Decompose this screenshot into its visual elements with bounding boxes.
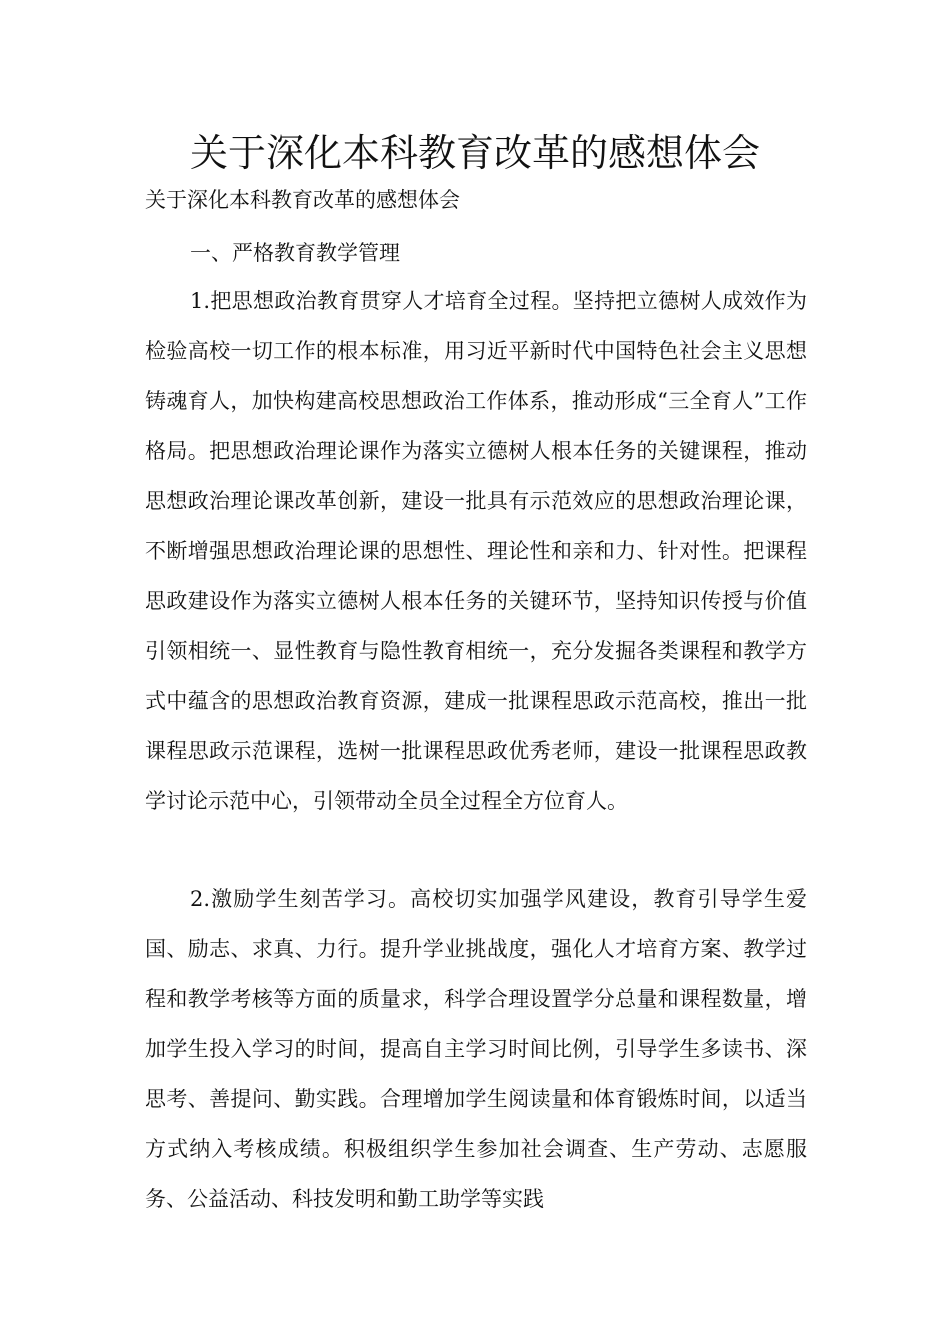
body-paragraph-2: 2.激励学生刻苦学习。高校切实加强学风建设，教育引导学生爱国、励志、求真、力行。提升学业挑战度，强化人才培育方案、教学过程和教学考核等方面的质量求，科学合理设置学分总量和课程数量，增加学生投入学习的时间，提高自主学习时间比例，引导学生多读书、深思考、善提问、勤实践。合理增加学生阅读量和体育锻炼时间，以适当方式纳入考核成绩。积极组织学生参加社会调查、生产劳动、志愿服务、公益活动、科技发明和勤工助学等实践	[145, 887, 807, 1211]
section-heading: 一、严格教育教学管理	[190, 241, 400, 265]
document-subtitle: 关于深化本科教育改革的感想体会	[145, 188, 460, 212]
document-title: 关于深化本科教育改革的感想体会	[189, 131, 760, 175]
body-paragraph-1: 1.把思想政治教育贯穿人才培育全过程。坚持把立德树人成效作为检验高校一切工作的根本标准，用习近平新时代中国特色社会主义思想铸魂育人，加快构建高校思想政治工作体系，推动形成“三全育人”工作格局。把思想政治理论课作为落实立德树人根本任务的关键课程，推动思想政治理论课改革创新，建设一批具有示范效应的思想政治理论课，不断增强思想政治理论课的思想性、理论性和亲和力、针对性。把课程思政建设作为落实立德树人根本任务的关键环节，坚持知识传授与价值引领相统一、显性教育与隐性教育相统一，充分发掘各类课程和教学方式中蕴含的思想政治教育资源，建成一批课程思政示范高校，推出一批课程思政示范课程，选树一批课程思政优秀老师，建设一批课程思政教学讨论示范中心，引领带动全员全过程全方位育人。	[145, 289, 807, 813]
